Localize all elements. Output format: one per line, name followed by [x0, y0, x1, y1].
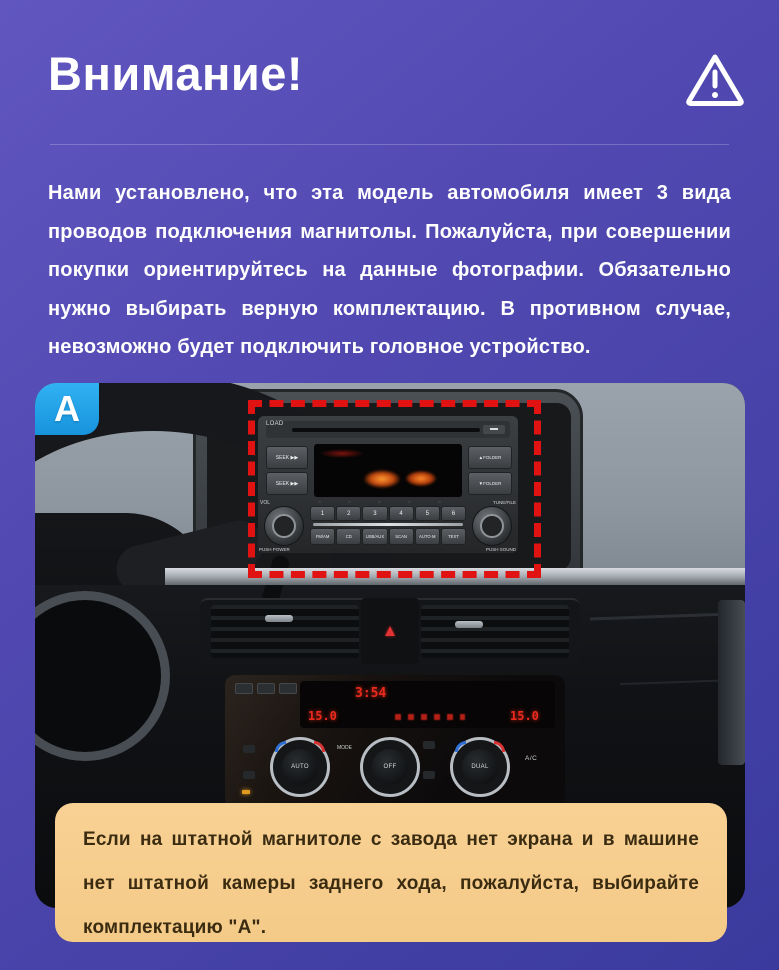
auto-knob — [270, 737, 330, 797]
tune-file-label: TUNE/FILE — [492, 500, 516, 505]
seek-up-button: SEEK ▶▶ — [266, 446, 308, 469]
push-power-label: PUSH POWER — [259, 547, 290, 552]
vol-label: VOL — [260, 500, 271, 506]
header-divider — [50, 144, 729, 145]
intro-line: невозможно будет подключить головное устройство. — [48, 336, 591, 358]
left-temp-readout: 15.0 — [308, 709, 337, 723]
climate-button — [235, 683, 253, 694]
source-key: FM/AM — [310, 528, 335, 545]
source-key: AUTO·M — [415, 528, 440, 545]
left-air-vent — [211, 605, 359, 658]
intro-line: нужно выбирать верную комплектацию. В противном случае, — [48, 297, 731, 320]
intro-paragraph — [48, 174, 731, 367]
climate-buttons — [235, 683, 297, 694]
hazard-icon: ▲ — [381, 621, 399, 640]
preset-key: 3 — [362, 506, 387, 521]
source-key: TEXT — [441, 528, 466, 545]
climate-display — [300, 681, 555, 728]
intro-line: Нами установлено, что эта модель автомобиля имеет 3 вида — [48, 182, 731, 204]
variant-badge — [35, 383, 99, 435]
auto-knob-label: AUTO — [282, 749, 318, 785]
folder-up-button: ▲FOLDER — [468, 446, 512, 469]
climate-panel — [225, 675, 565, 808]
load-label: LOAD — [266, 421, 284, 427]
preset-key: 4 — [389, 506, 414, 521]
fan-off-knob — [360, 737, 420, 797]
preset-key: 2 — [336, 506, 361, 521]
seek-down-button: SEEK ▶▶ — [266, 472, 308, 495]
clock-readout: 3:54 — [355, 686, 387, 701]
right-vent-handle — [455, 621, 483, 628]
source-key: CD — [336, 528, 361, 545]
source-key: SCAN — [389, 528, 414, 545]
airflow-icon — [243, 771, 255, 779]
fan-indicator — [395, 714, 465, 720]
intro-line: проводов подключения магнитолы. Пожалуйста, при совершении — [48, 220, 731, 243]
defrost-icon — [423, 741, 435, 749]
console-edge — [718, 600, 745, 765]
source-key: USB/AUX — [362, 528, 387, 545]
preset-key: 1 — [310, 506, 335, 521]
defrost-rear-icon — [423, 771, 435, 779]
dual-knob-label: DUAL — [462, 749, 498, 785]
hazard-button — [361, 598, 419, 664]
variant-badge-letter: A — [54, 388, 80, 429]
intro-line: покупки ориентируйтесь на данные фотографии. Обязательно — [48, 259, 731, 281]
ac-label: A/C — [525, 755, 538, 762]
right-temp-readout: 15.0 — [510, 709, 539, 723]
folder-down-button: ▼FOLDER — [468, 472, 512, 495]
radio-highlight-box — [248, 400, 541, 578]
dual-knob — [450, 737, 510, 797]
right-air-vent — [421, 605, 569, 658]
note-line: комплектацию "А". — [83, 917, 267, 938]
mode-label: MODE — [337, 745, 352, 751]
climate-button — [279, 683, 297, 694]
recirc-icon — [243, 745, 255, 753]
climate-button — [257, 683, 275, 694]
warning-triangle-icon — [683, 50, 747, 110]
preset-key: 6 — [441, 506, 466, 521]
status-led — [242, 790, 250, 794]
note-box — [55, 803, 727, 942]
left-vent-handle — [265, 615, 293, 622]
preset-key: 5 — [415, 506, 440, 521]
off-knob-label: OFF — [372, 749, 408, 785]
page-title: Внимание! — [48, 47, 304, 100]
note-line: Если на штатной магнитоле с завода нет экрана и в машине — [83, 829, 699, 850]
push-sound-label: PUSH SOUND — [485, 547, 516, 552]
note-line: нет штатной камеры заднего хода, пожалуйста, выбирайте — [83, 873, 699, 894]
